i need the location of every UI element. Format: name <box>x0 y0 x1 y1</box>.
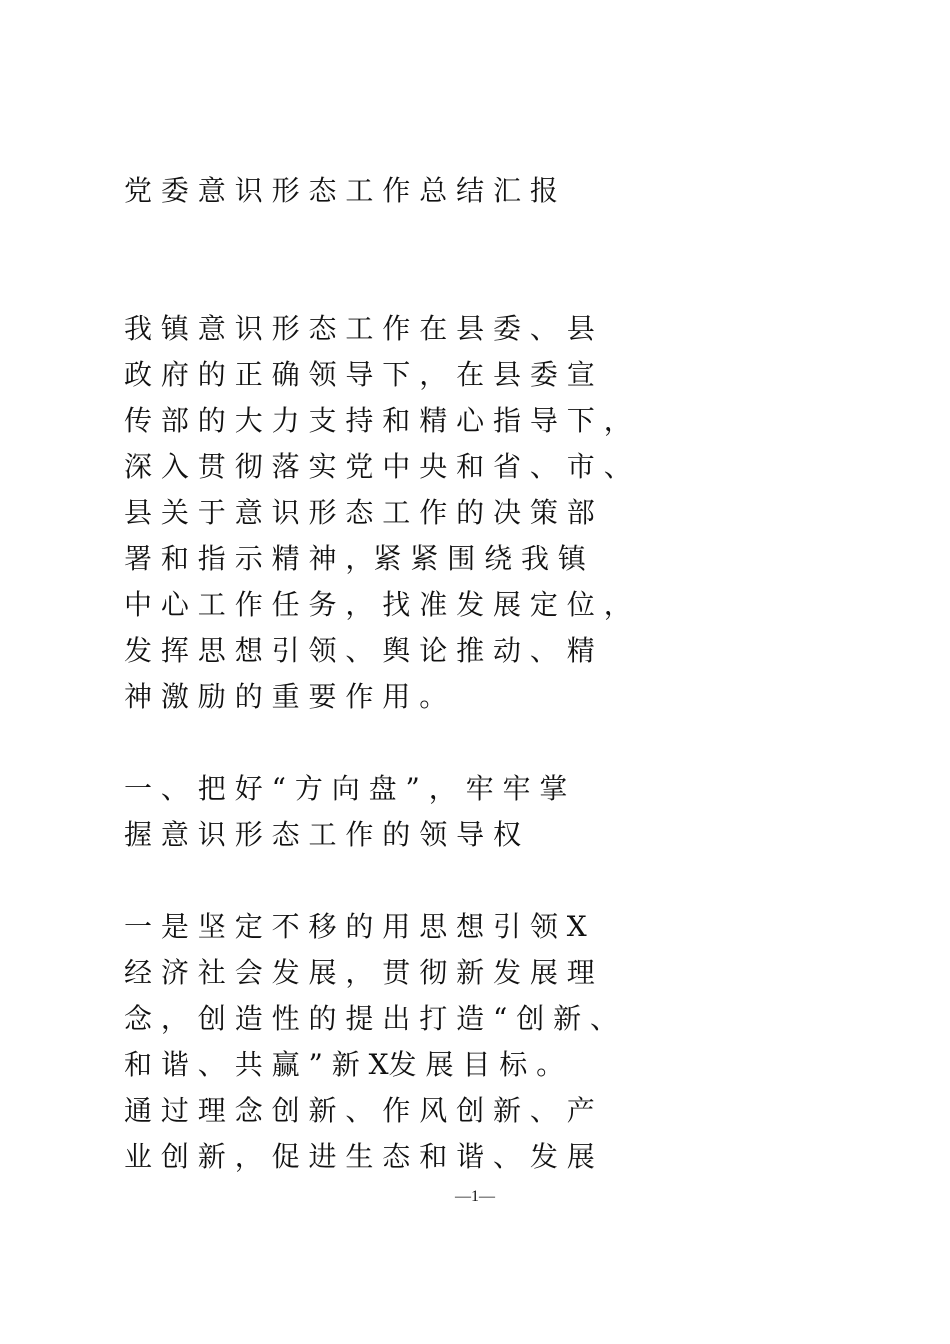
paragraph-line-1: 一 是 坚 定 不 移 的 用 思 想 引 领 X <box>124 910 587 943</box>
intro-line-5: 县 关 于 意 识 形 态 工 作 的 决 策 部 <box>124 496 595 529</box>
page-number: —1— <box>455 1188 495 1205</box>
intro-line-6: 署 和 指 示 精 神 ，紧 紧 围 绕 我 镇 <box>124 542 586 575</box>
section-heading-line-1: 一 、 把 好 “ 方 向 盘 ” ， 牢 牢 掌 <box>124 772 568 805</box>
section-heading-line-2: 握 意 识 形 态 工 作 的 领 导 权 <box>124 818 522 851</box>
document-title: 党 委 意 识 形 态 工 作 总 结 汇 报 <box>124 174 558 207</box>
paragraph-line-4: 和 谐 、 共 赢 ” 新 X发 展 目 标 。 <box>124 1048 565 1081</box>
paragraph-line-6: 业 创 新 ， 促 进 生 态 和 谐 、 发 展 <box>124 1140 595 1173</box>
intro-line-8: 发 挥 思 想 引 领 、 舆 论 推 动 、 精 <box>124 634 595 667</box>
paragraph-line-5: 通 过 理 念 创 新 、 作 风 创 新 、 产 <box>124 1094 595 1127</box>
intro-line-7: 中 心 工 作 任 务 ， 找 准 发 展 定 位 ， <box>124 588 632 621</box>
paragraph-line-2: 经 济 社 会 发 展 ， 贯 彻 新 发 展 理 <box>124 956 595 989</box>
intro-line-3: 传 部 的 大 力 支 持 和 精 心 指 导 下 ， <box>124 404 632 437</box>
intro-line-9: 神 激 励 的 重 要 作 用 。 <box>124 680 448 713</box>
intro-line-4: 深 入 贯 彻 落 实 党 中 央 和 省 、 市 、 <box>124 450 632 483</box>
paragraph-line-3: 念 ， 创 造 性 的 提 出 打 造 “ 创 新 、 <box>124 1002 619 1035</box>
intro-line-1: 我 镇 意 识 形 态 工 作 在 县 委 、 县 <box>124 312 595 345</box>
intro-line-2: 政 府 的 正 确 领 导 下 ， 在 县 委 宣 <box>124 358 595 391</box>
